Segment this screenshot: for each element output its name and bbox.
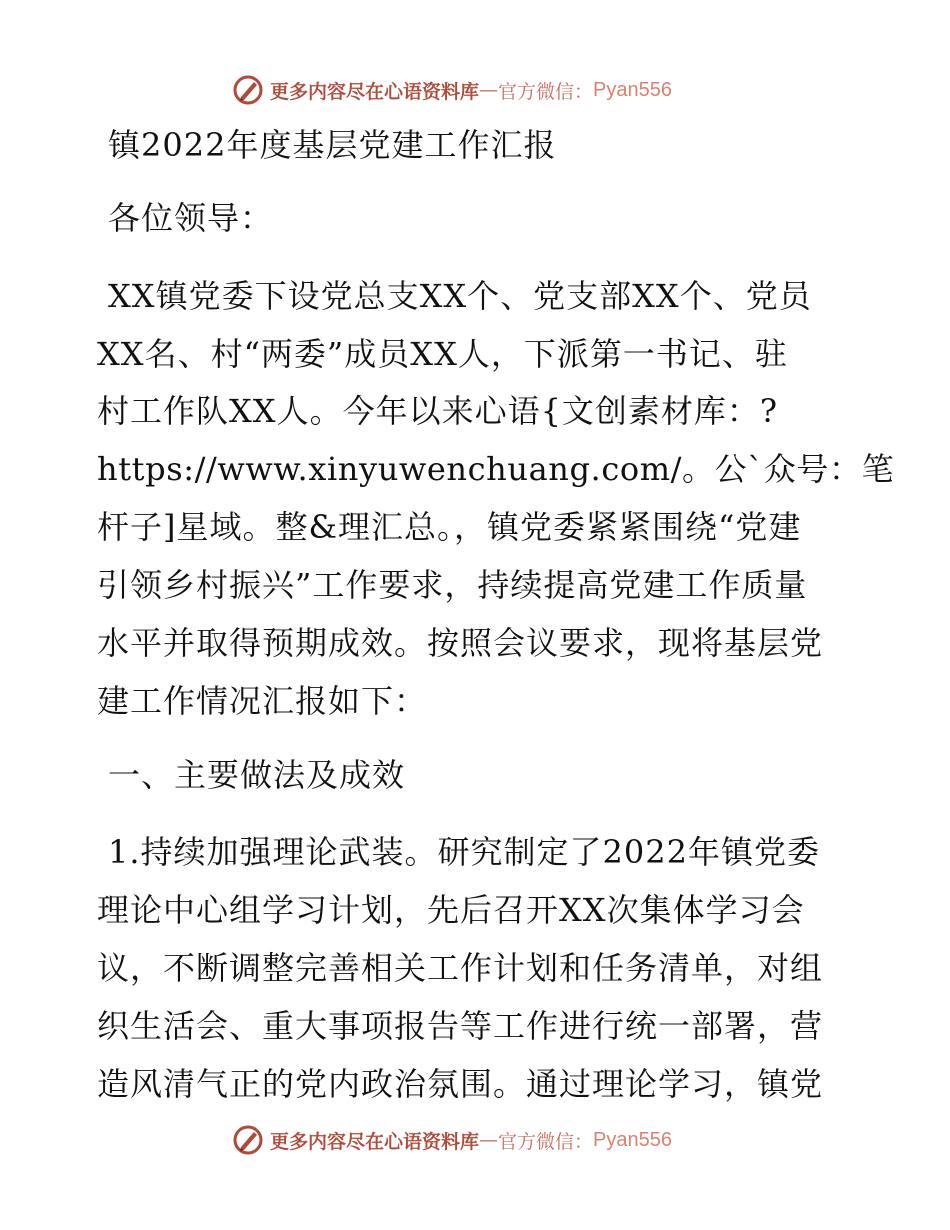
watermark-official: 官方微信：	[498, 80, 594, 103]
watermark-banner-bottom	[232, 1122, 672, 1158]
paragraph-line: 杆子]星域。整&理汇总。，镇党委紧紧围绕“党建	[97, 508, 802, 546]
section-heading: 一、主要做法及成效	[108, 756, 406, 794]
pen-logo-icon	[232, 74, 264, 106]
paragraph-line: 1.持续加强理论武装。研究制定了2022年镇党委	[108, 833, 820, 871]
greeting: 各位领导：	[108, 199, 274, 237]
paragraph-line: 村工作队XX人。今年以来心语{文创素材库：?	[97, 392, 779, 430]
paragraph-line: 织生活会、重大事项报告等工作进行统一部署，营	[97, 1007, 824, 1045]
paragraph-line: 理论中心组学习计划，先后召开XX次集体学习会	[97, 891, 805, 929]
paragraph-line: 议，不断调整完善相关工作计划和任务清单，对组	[97, 949, 824, 987]
pen-logo-icon	[232, 1124, 264, 1156]
paragraph-line: 引领乡村振兴”工作要求，持续提高党建工作质量	[97, 566, 808, 604]
paragraph-line: XX名、村“两委”成员XX人，下派第一书记、驻	[97, 335, 788, 373]
paragraph-line-url: https://www.xinyuwenchuang.com/。公`众号：笔	[97, 450, 895, 488]
watermark-banner-top	[232, 72, 672, 108]
watermark-text: 更多内容尽在心语资料库	[270, 80, 480, 103]
watermark-id: Pyan556	[593, 78, 672, 101]
watermark-id: Pyan556	[593, 1128, 672, 1151]
paragraph-line: 建工作情况汇报如下：	[97, 682, 428, 720]
watermark-separator: —	[479, 1129, 499, 1151]
document-title: 镇2022年度基层党建工作汇报	[108, 126, 557, 164]
watermark-official: 官方微信：	[498, 1130, 594, 1153]
watermark-separator: —	[479, 79, 499, 101]
paragraph-line: 水平并取得预期成效。按照会议要求，现将基层党	[97, 624, 824, 662]
paragraph-line: 造风清气正的党内政治氛围。通过理论学习，镇党	[97, 1065, 824, 1103]
watermark-text: 更多内容尽在心语资料库	[270, 1130, 480, 1153]
paragraph-line: XX镇党委下设党总支XX个、党支部XX个、党员	[108, 277, 812, 315]
